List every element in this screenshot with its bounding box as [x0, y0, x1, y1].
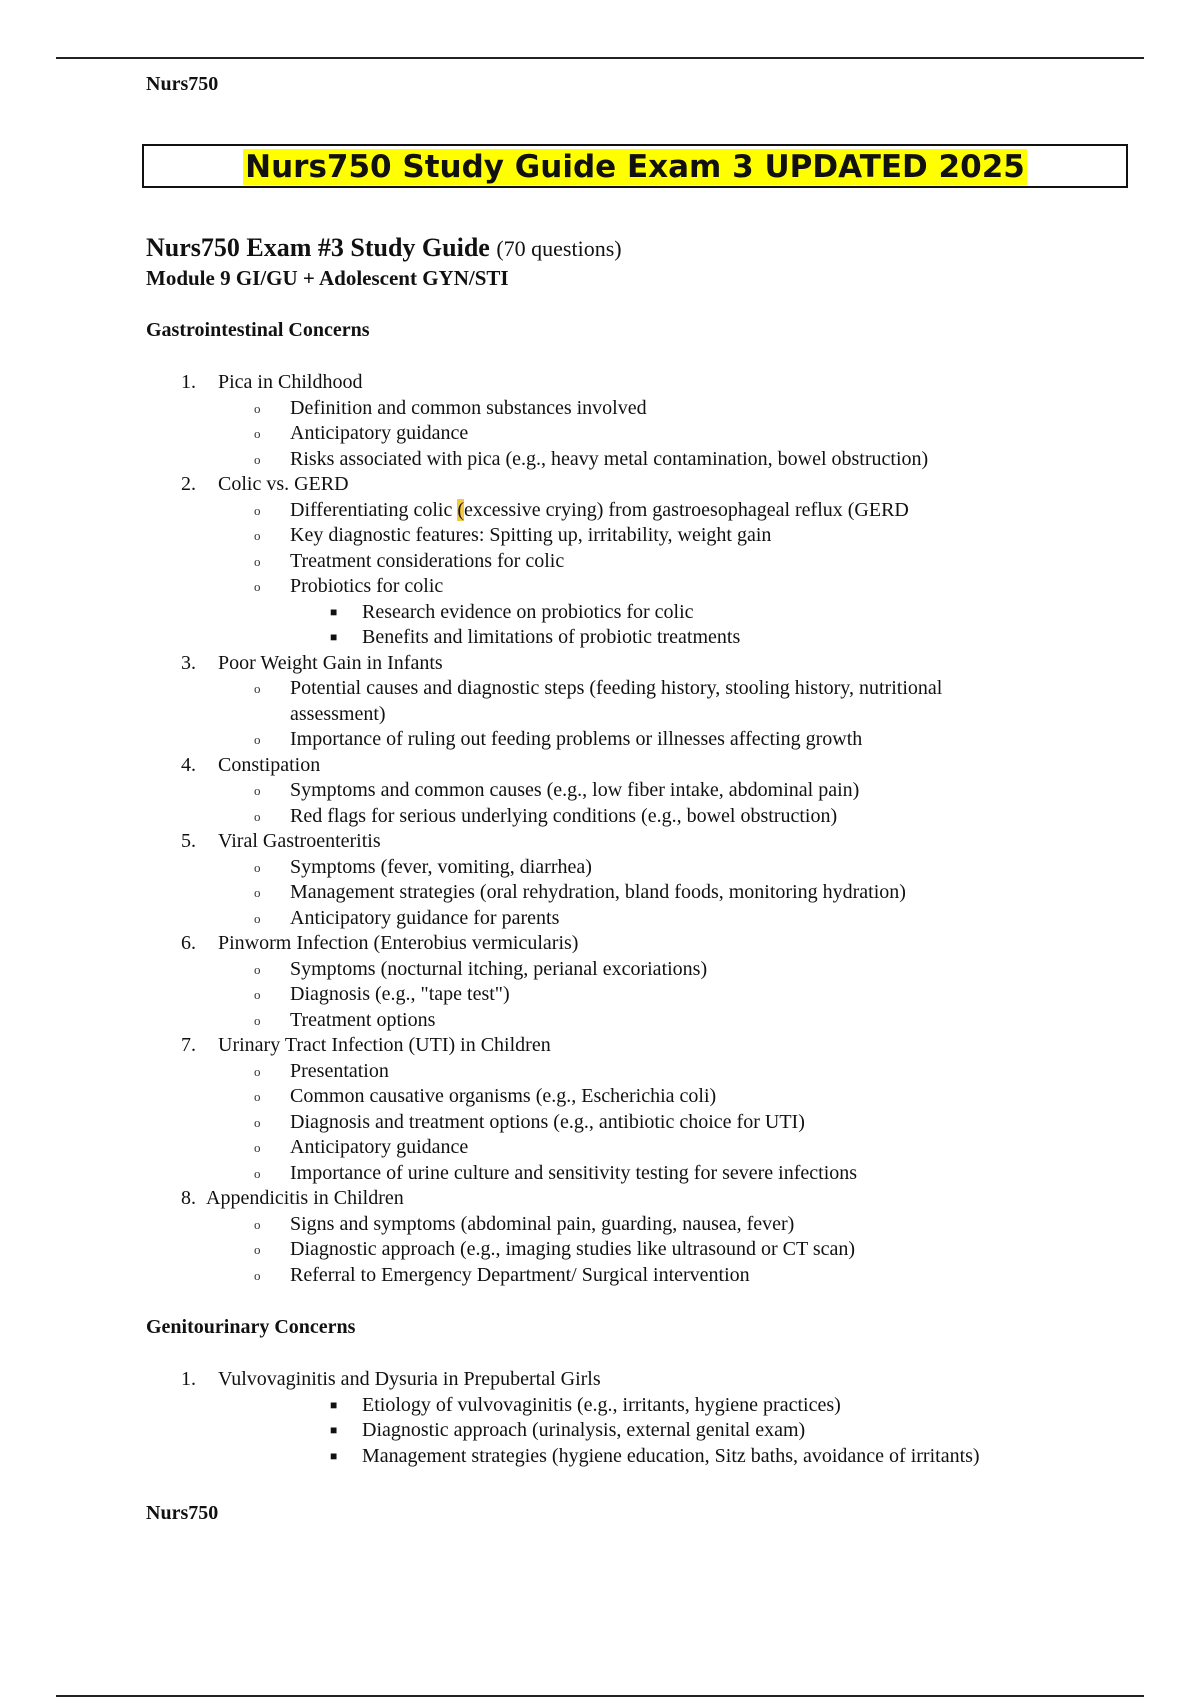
- question-count: (70 questions): [496, 236, 622, 261]
- list-item: o Signs and symptoms (abdominal pain, guarding, nausea, fever): [254, 1212, 795, 1235]
- list-item: 5. Viral Gastroenteritis: [181, 830, 381, 852]
- list-item: o Treatment considerations for colic: [254, 549, 565, 572]
- section-heading-gu: Genitourinary Concerns: [146, 1316, 356, 1338]
- document-body: [146, 232, 1146, 1469]
- list-item: o Anticipatory guidance: [254, 422, 469, 444]
- list-item: o Treatment options: [254, 1008, 436, 1031]
- list-item: o Anticipatory guidance: [254, 1136, 469, 1158]
- list-item: ■ Benefits and limitations of probiotic treatments: [330, 626, 741, 648]
- list-item: ■ Management strategies (hygiene education, Sitz baths, avoidance of irritants): [330, 1444, 980, 1467]
- list-item: o Diagnostic approach (e.g., imaging studies like ultrasound or CT scan): [254, 1238, 856, 1260]
- list-item: 3. Poor Weight Gain in Infants: [181, 651, 443, 674]
- list-item: 6. Pinworm Infection (Enterobius vermicularis): [181, 932, 579, 954]
- list-item: 1. Vulvovaginitis and Dysuria in Prepubertal Girls: [181, 1368, 601, 1390]
- highlight-mark: (: [457, 498, 465, 521]
- section-heading-gi: Gastrointestinal Concerns: [146, 319, 370, 341]
- guide-title: Nurs750 Exam #3 Study Guide (70 questions): [146, 233, 622, 262]
- page-header: Nurs750: [146, 73, 219, 95]
- list-item: o Importance of ruling out feeding problems or illnesses affecting growth: [254, 728, 863, 750]
- list-item: o Management strategies (oral rehydration, bland foods, monitoring hydration): [254, 881, 906, 903]
- title-banner: [142, 144, 1128, 188]
- list-item: o Red flags for serious underlying conditions (e.g., bowel obstruction): [254, 804, 838, 827]
- list-item: o Symptoms (nocturnal itching, perianal excoriations): [254, 957, 708, 980]
- list-item: o Referral to Emergency Department/ Surgical intervention: [254, 1263, 750, 1286]
- list-item: o Probiotics for colic: [254, 575, 444, 597]
- top-rule: [56, 57, 1144, 59]
- list-item: 7. Urinary Tract Infection (UTI) in Children: [181, 1034, 551, 1056]
- list-item: o Definition and common substances involved: [254, 396, 647, 419]
- list-item: o Risks associated with pica (e.g., heavy metal contamination, bowel obstruction): [254, 447, 929, 470]
- list-item: o Importance of urine culture and sensitivity testing for severe infections: [254, 1161, 858, 1184]
- list-item: 1. Pica in Childhood: [181, 371, 363, 393]
- list-item: o Diagnosis and treatment options (e.g., antibiotic choice for UTI): [254, 1110, 805, 1133]
- list-item: o Symptoms and common causes (e.g., low fiber intake, abdominal pain): [254, 779, 860, 801]
- list-item: o Symptoms (fever, vomiting, diarrhea): [254, 855, 592, 878]
- list-item: o Presentation: [254, 1059, 389, 1082]
- list-item: o Differentiating colic (excessive crying) from gastroesophageal reflux (GERD: [254, 498, 909, 521]
- list-item: o Key diagnostic features: Spitting up, irritability, weight gain: [254, 524, 772, 546]
- bottom-rule: [56, 1695, 1144, 1697]
- title-banner-text: Nurs750 Study Guide Exam 3 UPDATED 2025: [245, 149, 1025, 185]
- list-item: 4. Constipation: [181, 753, 321, 776]
- list-item: 2. Colic vs. GERD: [181, 473, 349, 495]
- list-item: ■ Research evidence on probiotics for colic: [330, 600, 694, 623]
- page-footer: Nurs750: [146, 1502, 219, 1524]
- list-item: o Potential causes and diagnostic steps (feeding history, stooling history, nutritional assessment): [254, 677, 943, 725]
- list-item: o Common causative organisms (e.g., Escherichia coli): [254, 1085, 717, 1107]
- list-item: o Anticipatory guidance for parents: [254, 906, 560, 929]
- list-item: ■ Diagnostic approach (urinalysis, external genital exam): [330, 1419, 806, 1441]
- list-item: o Diagnosis (e.g., "tape test"): [254, 983, 510, 1005]
- list-item: 8. Appendicitis in Children: [181, 1187, 404, 1209]
- module-title: Module 9 GI/GU + Adolescent GYN/STI: [146, 266, 509, 290]
- list-item: ■ Etiology of vulvovaginitis (e.g., irritants, hygiene practices): [330, 1393, 841, 1416]
